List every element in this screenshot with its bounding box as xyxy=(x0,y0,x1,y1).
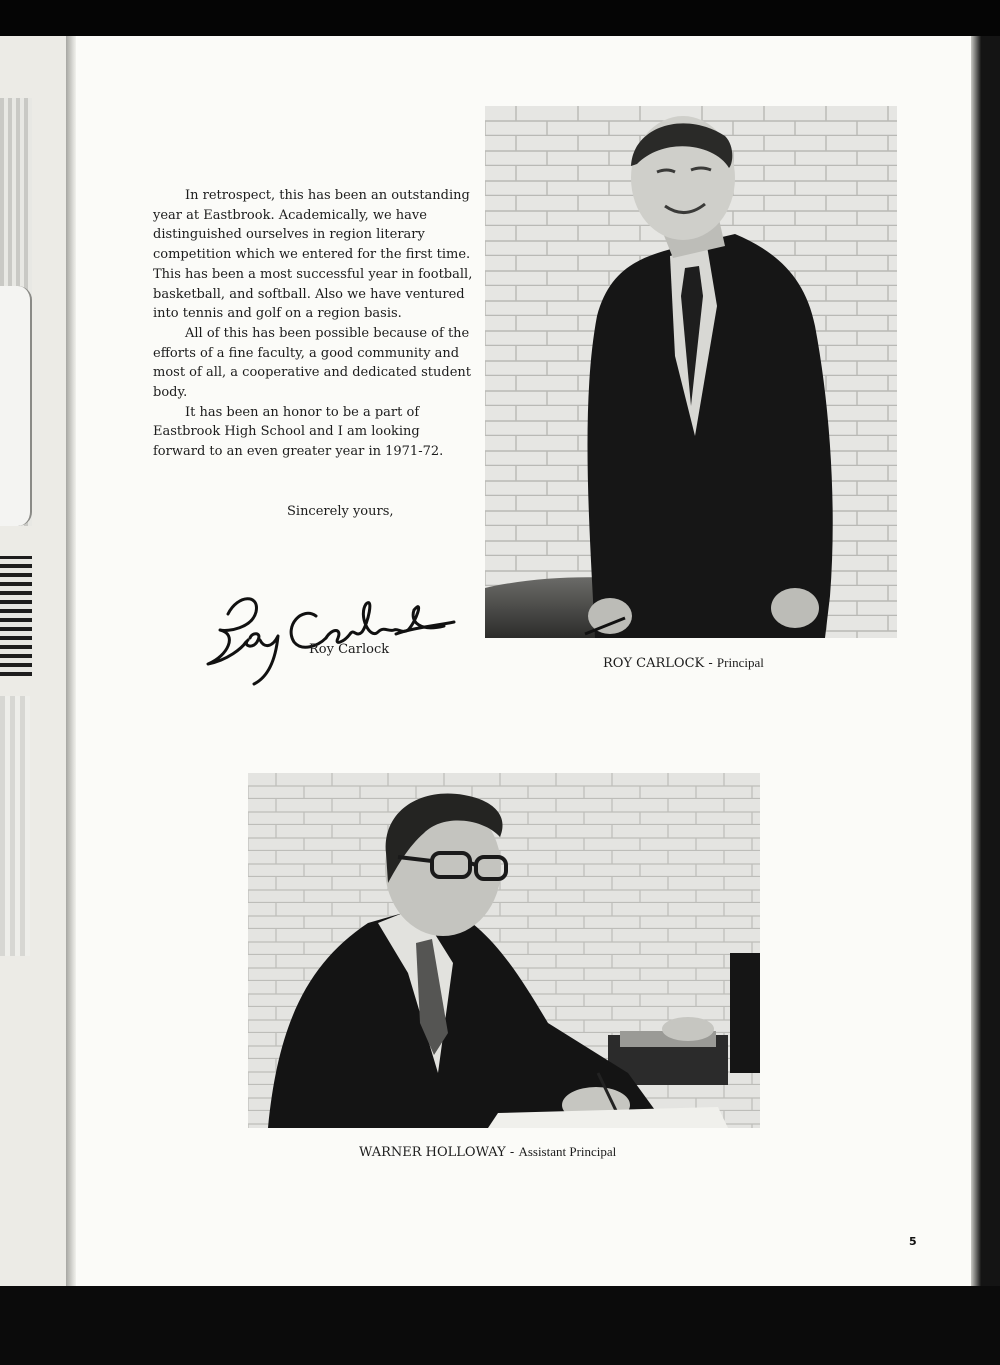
letter-paragraph: All of this has been possible because of the efforts of a fine faculty, a good community and most of all, a cooperative and dedicated student body. xyxy=(153,325,471,401)
principal-photo xyxy=(485,106,897,638)
assistant-principal-caption xyxy=(359,1144,616,1160)
book-gutter xyxy=(66,36,76,1286)
letter-paragraph: In retrospect, this has been an outstanding year at Eastbrook. Academically, we have distinguished ourselves in region literary competition which we entered for the first time. This has been a most successful year in football, basketball, and softball. Also we have ventured into tennis and golf on a region basis. xyxy=(153,188,473,322)
letter-paragraph: It has been an honor to be a part of Eastbrook High School and I am looking forward to an even greater year in 1971-72. xyxy=(153,404,444,460)
page-number: 5 xyxy=(909,1235,917,1248)
previous-page-figure xyxy=(0,286,32,526)
caption-separator: - xyxy=(505,1145,519,1160)
previous-page-photo-strip xyxy=(0,696,30,956)
assistant-principal-name: WARNER HOLLOWAY xyxy=(359,1145,506,1160)
signature xyxy=(198,576,458,686)
yearbook-page xyxy=(76,36,971,1286)
principal-caption xyxy=(603,655,764,671)
previous-page-edge xyxy=(0,36,70,1286)
scanner-border xyxy=(0,0,1000,36)
principal-name: ROY CARLOCK xyxy=(603,656,705,671)
caption-separator: - xyxy=(704,656,717,671)
page-edge-shadow xyxy=(971,36,1000,1286)
principal-title: Principal xyxy=(716,655,764,670)
assistant-principal-title: Assistant Principal xyxy=(518,1144,617,1159)
letter-closing: Sincerely yours, xyxy=(287,504,394,519)
signer-name: Roy Carlock xyxy=(309,642,390,657)
previous-page-photo-strip xyxy=(0,556,32,676)
principal-letter xyxy=(153,186,473,462)
assistant-principal-photo xyxy=(248,773,760,1128)
